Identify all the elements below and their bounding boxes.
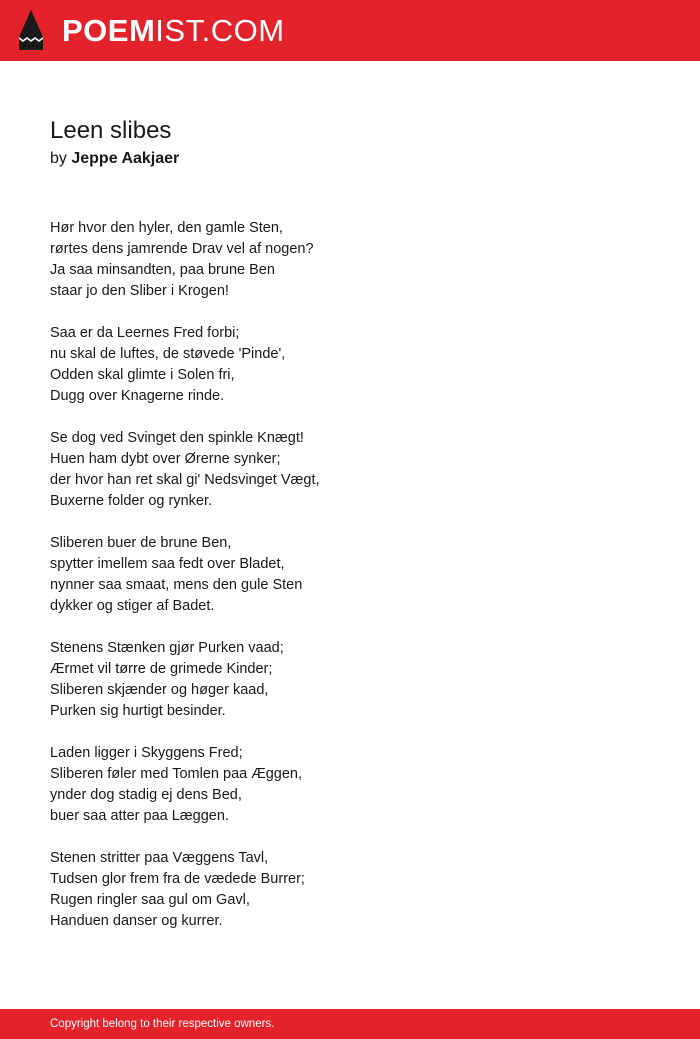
poem-title: Leen slibes (50, 117, 172, 144)
poem-line: Se dog ved Svinget den spinkle Knægt! (50, 430, 304, 446)
poem-line: Laden ligger i Skyggens Fred; (50, 745, 243, 761)
poem-line: spytter imellem saa fedt over Bladet, (50, 556, 285, 572)
poem-line: Hør hvor den hyler, den gamle Sten, (50, 220, 283, 236)
poem-line: dykker og stiger af Badet. (50, 598, 215, 614)
by-label: by (50, 150, 67, 167)
poem-line: rørtes dens jamrende Drav vel af nogen? (50, 241, 314, 257)
poem-line: Purken sig hurtigt besinder. (50, 703, 226, 719)
poem-line: Stenen stritter paa Væggens Tavl, (50, 850, 269, 866)
stanza (50, 848, 650, 932)
poem-body (50, 218, 650, 953)
stanza (50, 638, 650, 722)
poem-line: Sliberen føler med Tomlen paa Æggen, (50, 766, 303, 782)
poem-line: Rugen ringler saa gul om Gavl, (50, 892, 250, 908)
site-logo[interactable] (62, 12, 285, 50)
poem-line: Dugg over Knagerne rinde. (50, 388, 225, 404)
poem-line: nynner saa smaat, mens den gule Sten (50, 577, 303, 593)
poem-line: Sliberen buer de brune Ben, (50, 535, 232, 551)
poem-line: nu skal de luftes, de støvede 'Pinde', (50, 346, 286, 362)
poem-line: staar jo den Sliber i Krogen! (50, 283, 229, 299)
copyright-text: Copyright belong to their respective owners. (50, 1018, 275, 1030)
stanza (50, 428, 650, 512)
poem-line: der hvor han ret skal gi' Nedsvinget Vægt, (50, 472, 320, 488)
site-footer (0, 1009, 700, 1039)
poem-line: Buxerne folder og rynker. (50, 493, 213, 509)
pencil-tip-icon[interactable] (18, 9, 44, 51)
stanza (50, 323, 650, 407)
poem-line: Sliberen skjænder og høger kaad, (50, 682, 269, 698)
stanza (50, 533, 650, 617)
poem-line: Tudsen glor frem fra de vædede Burrer; (50, 871, 305, 887)
poem-line: Ærmet vil tørre de grimede Kinder; (50, 661, 273, 677)
author-name: Jeppe Aakjaer (71, 150, 180, 167)
poem-line: Huen ham dybt over Ørerne synker; (50, 451, 281, 467)
site-header (0, 0, 700, 61)
poem-line: Ja saa minsandten, paa brune Ben (50, 262, 275, 278)
byline (50, 148, 179, 170)
logo-bold-text: POEM (62, 13, 156, 48)
poem-line: Odden skal glimte i Solen fri, (50, 367, 235, 383)
logo-light-text: IST.COM (155, 13, 285, 48)
poem-line: ynder dog stadig ej dens Bed, (50, 787, 242, 803)
poem-line: Handuen danser og kurrer. (50, 913, 223, 929)
poem-line: Saa er da Leernes Fred forbi; (50, 325, 240, 341)
stanza (50, 743, 650, 827)
stanza (50, 218, 650, 302)
poem-line: buer saa atter paa Læggen. (50, 808, 229, 824)
poem-line: Stenens Stænken gjør Purken vaad; (50, 640, 284, 656)
